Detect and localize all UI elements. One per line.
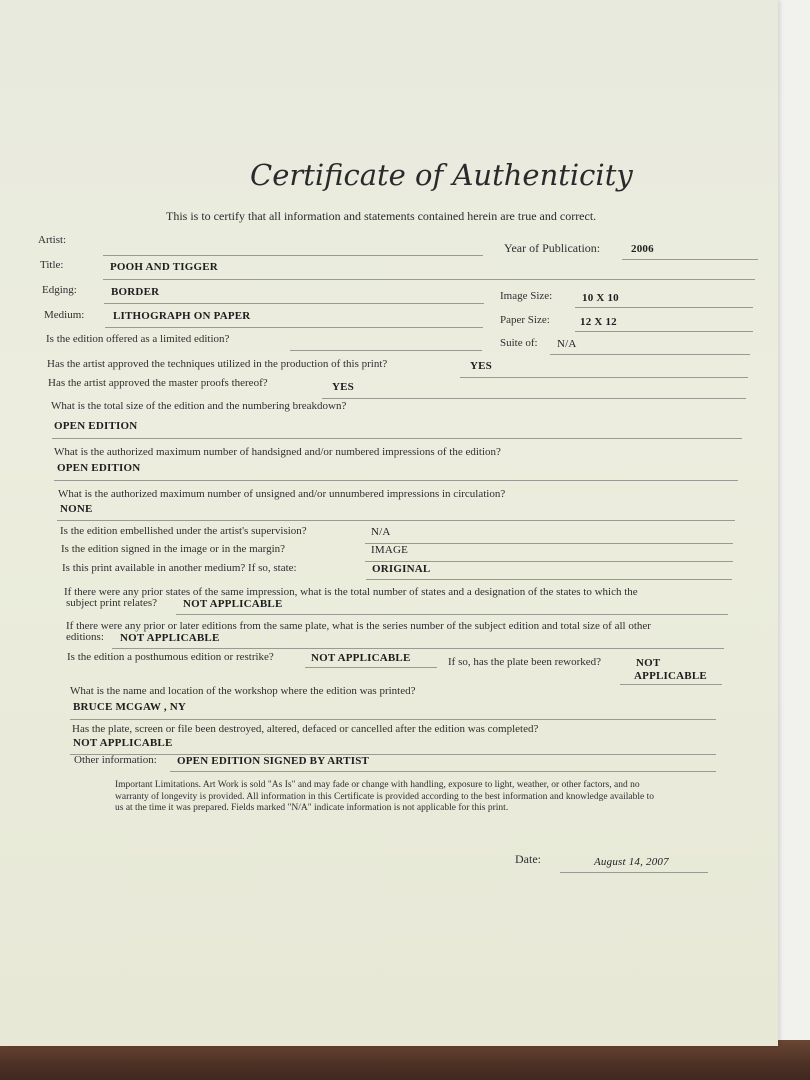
image-size-label: Image Size: <box>500 290 553 302</box>
background-wall <box>778 0 810 1040</box>
total-size-answer: OPEN EDITION <box>54 420 138 432</box>
prior-states-question-line1: If there were any prior states of the same impression, what is the total number of states and a designation of the states to which the <box>64 586 638 598</box>
handsigned-underline <box>54 480 738 481</box>
embellished-answer: N/A <box>371 526 391 538</box>
medium-value: LITHOGRAPH ON PAPER <box>113 310 251 322</box>
prior-states-underline <box>176 614 728 615</box>
paper-size-value: 12 X 12 <box>580 316 617 328</box>
medium-label: Medium: <box>44 309 85 321</box>
reworked-question: If so, has the plate been reworked? <box>448 656 602 668</box>
posthumous-question: Is the edition a posthumous edition or restrike? <box>67 651 274 663</box>
destroyed-answer: NOT APPLICABLE <box>73 737 173 749</box>
posthumous-underline <box>305 667 437 668</box>
prior-editions-question-line2: editions: <box>66 631 104 643</box>
suite-label: Suite of: <box>500 337 538 349</box>
date-value: August 14, 2007 <box>594 856 669 868</box>
title-underline <box>103 279 755 280</box>
destroyed-underline <box>70 754 716 755</box>
wooden-floor <box>0 1040 810 1080</box>
prior-editions-question-line1: If there were any prior or later editions from the same plate, what is the series number of the subject edition and total size of all other <box>66 620 651 632</box>
techniques-underline <box>460 377 748 378</box>
unsigned-question: What is the authorized maximum number of unsigned and/or unnumbered impressions in circulation? <box>58 488 506 500</box>
proofs-answer: YES <box>332 381 354 393</box>
total-size-question: What is the total size of the edition and the numbering breakdown? <box>51 400 347 412</box>
artist-label: Artist: <box>38 234 67 246</box>
unsigned-underline <box>57 520 735 521</box>
year-label: Year of Publication: <box>504 241 601 255</box>
limited-edition-underline <box>290 350 482 351</box>
edging-label: Edging: <box>42 284 77 296</box>
other-info-underline <box>170 771 716 772</box>
reworked-answer-line1: NOT <box>636 657 661 669</box>
reworked-underline <box>620 684 722 685</box>
paper-size-underline <box>575 331 753 332</box>
proofs-question: Has the artist approved the master proofs thereof? <box>48 377 268 389</box>
limited-edition-question: Is the edition offered as a limited edition? <box>46 333 230 345</box>
title-label: Title: <box>40 259 64 271</box>
image-size-value: 10 X 10 <box>582 292 619 304</box>
date-label: Date: <box>515 852 541 866</box>
date-underline <box>560 872 708 873</box>
destroyed-question: Has the plate, screen or file been destroyed, altered, defaced or cancelled after the edition was completed? <box>72 723 539 735</box>
workshop-underline <box>70 719 716 720</box>
other-medium-underline <box>366 579 732 580</box>
workshop-question: What is the name and location of the workshop where the edition was printed? <box>70 685 416 697</box>
other-medium-question: Is this print available in another medium? If so, state: <box>62 562 297 574</box>
techniques-question: Has the artist approved the techniques utilized in the production of this print? <box>47 358 388 370</box>
image-size-underline <box>575 307 753 308</box>
suite-underline <box>550 354 750 355</box>
year-value: 2006 <box>631 243 654 255</box>
other-info-label: Other information: <box>74 754 157 766</box>
artist-underline <box>103 255 483 256</box>
workshop-answer: BRUCE MCGAW , NY <box>73 701 187 713</box>
certificate-title: Certificate of Authenticity <box>250 158 633 192</box>
reworked-answer-line2: APPLICABLE <box>634 670 707 682</box>
prior-states-question-line2: subject print relates? <box>66 597 158 609</box>
techniques-answer: YES <box>470 360 492 372</box>
edging-underline <box>104 303 484 304</box>
other-medium-answer: ORIGINAL <box>372 563 431 575</box>
prior-editions-underline <box>112 648 724 649</box>
posthumous-answer: NOT APPLICABLE <box>311 652 411 664</box>
medium-underline <box>105 327 483 328</box>
total-size-underline <box>52 438 742 439</box>
signed-underline <box>365 561 733 562</box>
title-value: POOH AND TIGGER <box>110 261 218 273</box>
paper-size-label: Paper Size: <box>500 314 550 326</box>
important-limitations: Important Limitations. Art Work is sold "As Is" and may fade or change with handling, exposure to light, weather, or other factors, and no warranty of longevity is provided. All information in this Certificate is provided according to the best information and knowledge available to us at the time it was prepared. Fields marked "N/A" indicate information is not applicable for this print. <box>115 780 654 813</box>
year-underline <box>622 259 758 260</box>
signed-answer: IMAGE <box>371 544 409 556</box>
embellished-underline <box>365 543 733 544</box>
certificate-intro: This is to certify that all information and statements contained herein are true and correct. <box>166 209 597 223</box>
handsigned-question: What is the authorized maximum number of handsigned and/or numbered impressions of the edition? <box>54 446 501 458</box>
prior-states-answer: NOT APPLICABLE <box>183 598 283 610</box>
unsigned-answer: NONE <box>60 503 93 515</box>
embellished-question: Is the edition embellished under the artist's supervision? <box>60 525 307 537</box>
prior-editions-answer: NOT APPLICABLE <box>120 632 220 644</box>
suite-value: N/A <box>557 338 577 350</box>
edging-value: BORDER <box>111 286 160 298</box>
other-info-value: OPEN EDITION SIGNED BY ARTIST <box>177 755 370 767</box>
signed-question: Is the edition signed in the image or in the margin? <box>61 543 286 555</box>
handsigned-answer: OPEN EDITION <box>57 462 141 474</box>
proofs-underline <box>322 398 746 399</box>
